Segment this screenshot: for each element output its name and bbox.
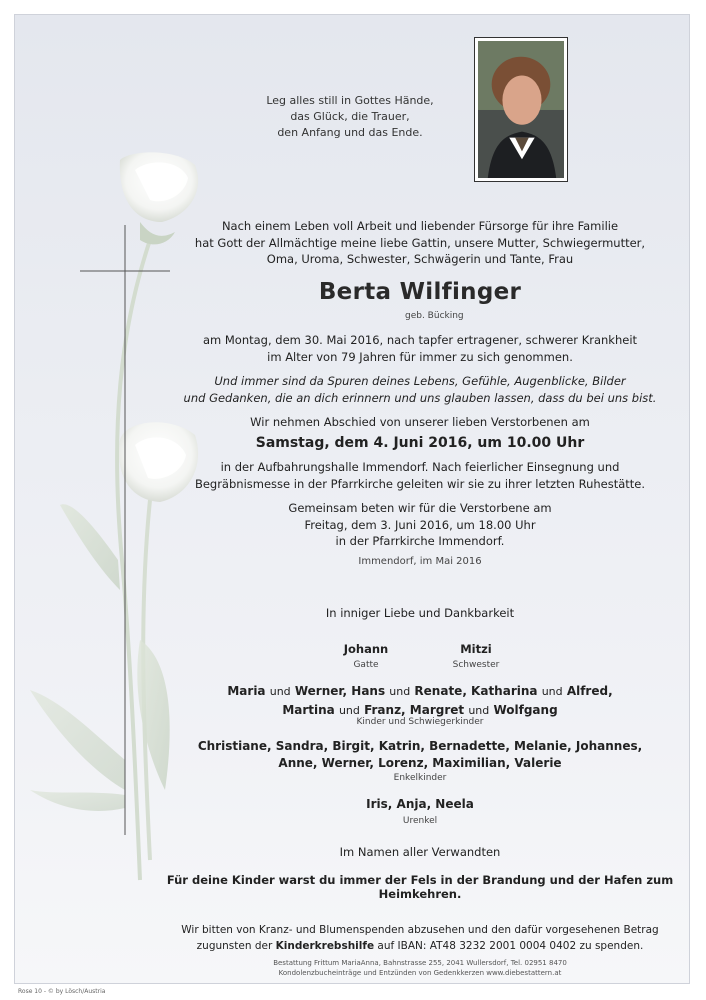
poem <box>250 93 450 141</box>
child-name: Franz, Margret <box>364 703 465 717</box>
intro-line: hat Gott der Allmächtige meine liebe Gattin, unsere Mutter, Schwiegermutter, <box>194 235 646 250</box>
conjunction: und <box>269 685 291 698</box>
donation-text: zugunsten der <box>196 940 273 952</box>
undertaker-info <box>165 958 675 978</box>
grandchildren-line: Anne, Werner, Lorenz, Maximilian, Valerie <box>278 756 562 770</box>
sibling-name: Mitzi <box>460 642 492 656</box>
verse-line: und Gedanken, die an dich erinnern und uns glauben lassen, dass du bei uns bist. <box>183 391 657 405</box>
poem-line: das Glück, die Trauer, <box>290 110 410 123</box>
prayer-line: Freitag, dem 3. Juni 2016, um 18.00 Uhr <box>304 517 536 532</box>
child-name: Alfred, <box>566 684 613 698</box>
verse-line: Und immer sind da Spuren deines Lebens, Gefühle, Augenblicke, Bilder <box>214 374 626 388</box>
motto: Für deine Kinder warst du immer der Fels in der Brandung und der Hafen zum Heimkehren. <box>166 873 674 901</box>
child-name: Renate, Katharina <box>414 684 538 698</box>
children-line-1 <box>165 682 675 701</box>
donation-line-1: Wir bitten von Kranz- und Blumenspenden abzusehen und den dafür vorgesehenen Betrag <box>181 924 659 936</box>
prayer-line: Gemeinsam beten wir für die Verstorbene am <box>288 501 552 515</box>
sibling <box>416 642 536 670</box>
death-notice <box>165 332 675 366</box>
intro-line: Oma, Uroma, Schwester, Schwägerin und Tante, Frau <box>266 252 574 266</box>
child-name: Martina <box>282 703 335 717</box>
great-grandchildren: Iris, Anja, Neela <box>366 797 474 811</box>
funeral-place-line: in der Aufbahrungshalle Immendorf. Nach feierlicher Einsegnung und <box>220 460 620 474</box>
grandchildren-line: Christiane, Sandra, Birgit, Katrin, Bernadette, Melanie, Johannes, <box>197 739 643 753</box>
spouse <box>306 642 426 670</box>
spouse-name: Johann <box>343 642 389 656</box>
intro-text <box>165 218 675 268</box>
birth-name: geb. Bücking <box>405 311 464 321</box>
conjunction: und <box>468 704 490 717</box>
undertaker-line: Kondolenzbucheinträge und Entzünden von Gedenkkerzen www.diebestattern.at <box>278 969 562 977</box>
great-grandchildren-role: Urenkel <box>402 816 438 826</box>
death-notice-line: am Montag, dem 30. Mai 2016, nach tapfer ertragener, schwerer Krankheit <box>202 333 638 347</box>
conjunction: und <box>338 704 360 717</box>
poem-line: Leg alles still in Gottes Hände, <box>266 94 434 107</box>
children <box>165 682 675 720</box>
conjunction: und <box>389 685 411 698</box>
farewell-text: Wir nehmen Abschied von unserer lieben Verstorbenen am <box>250 415 590 429</box>
conjunction: und <box>541 685 563 698</box>
child-name: Werner, Hans <box>294 684 386 698</box>
children-role: Kinder und Schwiegerkinder <box>356 717 484 727</box>
sibling-role: Schwester <box>452 660 500 670</box>
poem-line: den Anfang und das Ende. <box>277 126 423 139</box>
funeral-place <box>165 459 675 492</box>
donation-line-2 <box>165 938 675 954</box>
spouse-role: Gatte <box>353 660 379 670</box>
funeral-date: Samstag, dem 4. Juni 2016, um 10.00 Uhr <box>255 435 585 451</box>
charity-name: Kinderkrebshilfe <box>275 940 375 952</box>
portrait-photo <box>474 37 568 182</box>
prayer-line: in der Pfarrkirche Immendorf. <box>335 534 505 548</box>
prayer-info <box>165 500 675 550</box>
donation-request <box>165 922 675 954</box>
relatives-line: Im Namen aller Verwandten <box>339 845 501 859</box>
grandchildren <box>165 738 675 772</box>
funeral-place-line: Begräbnismesse in der Pfarrkirche geleiten wir sie zu ihrer letzten Ruhestätte. <box>194 476 646 491</box>
grandchildren-role: Enkelkinder <box>393 773 447 783</box>
deceased-name: Berta Wilfinger <box>318 279 522 305</box>
memorial-verse <box>165 373 675 407</box>
child-name: Wolfgang <box>493 703 558 717</box>
child-name: Maria <box>227 684 266 698</box>
donation-text: auf IBAN: AT48 3232 2001 0004 0402 zu spenden. <box>377 940 644 952</box>
undertaker-line: Bestattung Frittum MariaAnna, Bahnstrasse 255, 2041 Wullersdorf, Tel. 02951 8470 <box>273 959 567 967</box>
love-line: In inniger Liebe und Dankbarkeit <box>325 606 515 620</box>
rose-credit: Rose 10 - © by Lösch/Austria <box>18 988 106 995</box>
intro-line: Nach einem Leben voll Arbeit und liebender Fürsorge für ihre Familie <box>221 219 619 233</box>
death-notice-line: im Alter von 79 Jahren für immer zu sich genommen. <box>267 350 573 364</box>
place-and-date: Immendorf, im Mai 2016 <box>358 556 482 567</box>
